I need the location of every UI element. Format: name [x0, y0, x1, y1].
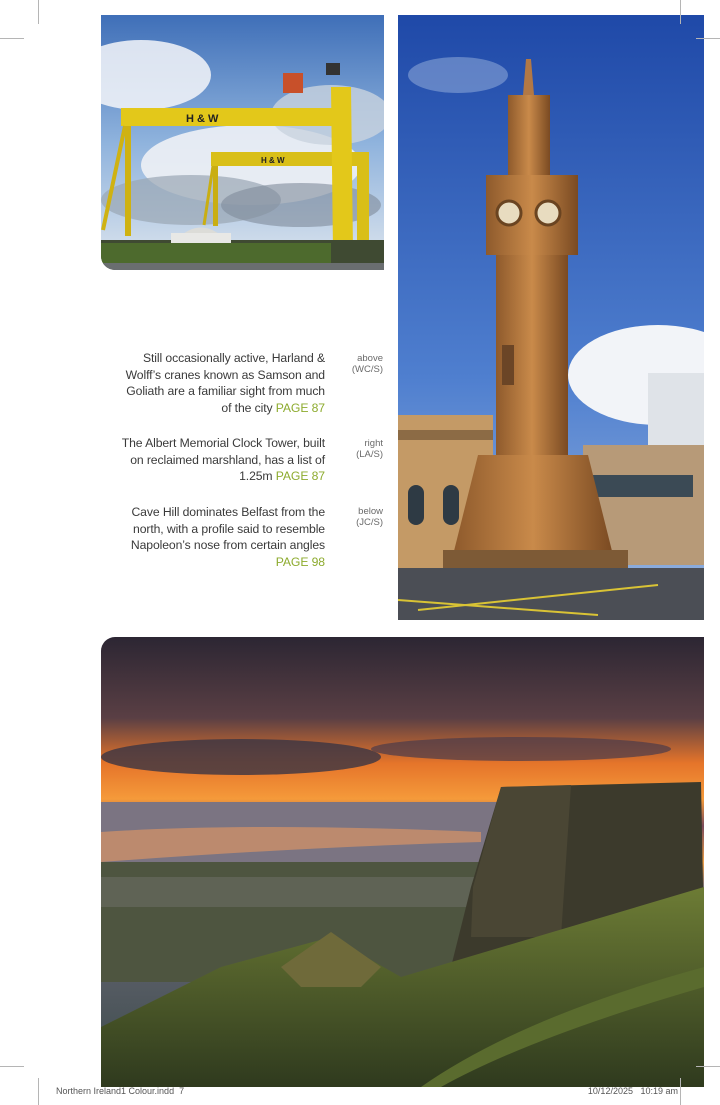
- page-ref-link[interactable]: PAGE 98: [275, 554, 325, 569]
- credit-code: (WC/S): [351, 364, 383, 375]
- crop-mark: [0, 1066, 24, 1067]
- crop-mark: [38, 0, 39, 24]
- caption-text: The Albert Memorial Clock Tower, built on reclaimed marshland, has a list of 1.25m: [121, 436, 325, 483]
- slug-file: [56, 1086, 184, 1096]
- credit-code: (JC/S): [356, 517, 383, 528]
- cave-hill-photo: [101, 637, 704, 1087]
- caption-clock-tower: [120, 435, 325, 485]
- page-ref-link[interactable]: PAGE 87: [275, 400, 325, 415]
- credit-cave-hill: [345, 506, 383, 528]
- caption-text: Cave Hill dominates Belfast from the north, with a profile said to resemble Napoleon’s nose from certain angles: [130, 505, 325, 552]
- page-ref-link[interactable]: PAGE 87: [275, 469, 325, 483]
- crop-mark: [680, 1078, 681, 1105]
- back-crane-label: H & W: [261, 156, 285, 165]
- credit-code: (LA/S): [356, 449, 383, 460]
- cranes-photo: [101, 15, 384, 270]
- caption-text: Still occasionally active, Harland & Wolff’s cranes known as Samson and Goliath are a familiar sight from much of the city: [125, 351, 325, 415]
- credit-cranes: [345, 353, 383, 375]
- credit-clock-tower: [345, 438, 383, 460]
- caption-cave-hill: [120, 504, 325, 570]
- slug-page: 7: [179, 1086, 185, 1096]
- crop-mark: [38, 1078, 39, 1105]
- credit-position: right: [364, 438, 383, 449]
- credit-position: below: [358, 506, 383, 517]
- crop-mark: [680, 0, 681, 24]
- crop-mark: [696, 1066, 720, 1067]
- front-crane-label: H & W: [186, 113, 219, 125]
- slug-filename: Northern Ireland1 Colour.indd: [56, 1086, 175, 1096]
- caption-cranes: [120, 350, 325, 416]
- slug-timestamp: 10/12/2025 10:19 am: [587, 1086, 678, 1096]
- crop-mark: [696, 38, 720, 39]
- credit-position: above: [357, 353, 383, 364]
- clock-tower-photo: [398, 15, 704, 620]
- crop-mark: [0, 38, 24, 39]
